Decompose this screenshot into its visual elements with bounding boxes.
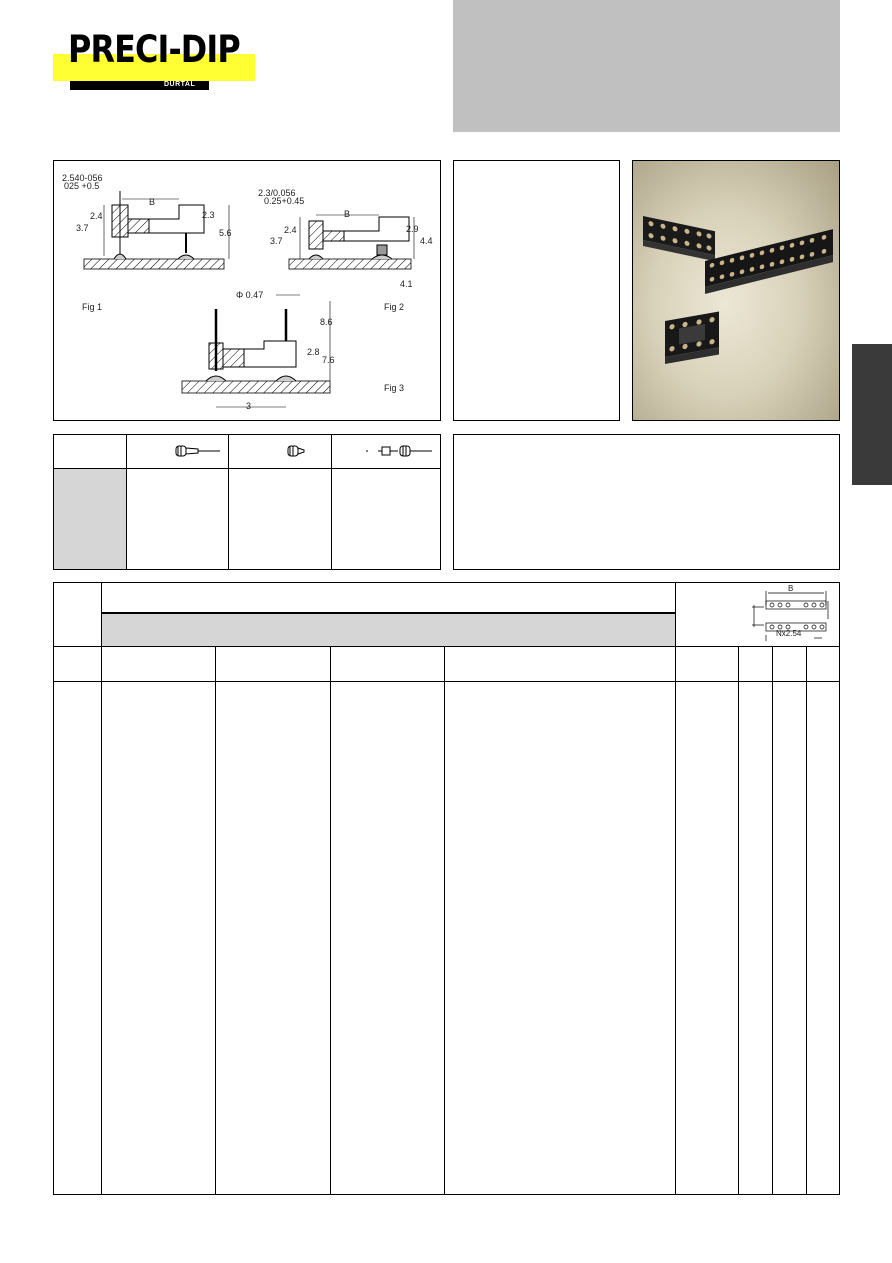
fig2-dim-h2: 3.7 bbox=[270, 236, 283, 246]
pin-type-table bbox=[53, 434, 441, 570]
header-title-panel bbox=[453, 0, 840, 132]
technical-drawing-panel bbox=[53, 160, 441, 421]
fig3-dim-w: 3 bbox=[246, 401, 252, 411]
fig1-dim-h2: 3.7 bbox=[76, 223, 89, 233]
fig1-dim-b: B bbox=[149, 197, 156, 207]
pin-double-icon bbox=[364, 443, 436, 459]
brand-subtitle: DURTAL bbox=[164, 81, 196, 88]
pin-long-icon bbox=[174, 443, 224, 459]
product-photo bbox=[632, 160, 840, 421]
section-side-tab bbox=[852, 344, 892, 485]
fig1-dim-h4: 5.6 bbox=[219, 228, 232, 238]
fig2-drawing bbox=[289, 215, 414, 269]
table-subheader-band bbox=[102, 613, 675, 646]
fig3-dim-h1: 8.6 bbox=[320, 317, 333, 327]
fig3-dim-h2: 2.8 bbox=[307, 347, 320, 357]
fig3-dim-h3: 7.6 bbox=[322, 355, 335, 365]
fig1-dim-diameter: 2.540-056 bbox=[62, 173, 103, 183]
fig2-dim-h4: 4.4 bbox=[420, 236, 433, 246]
part-number-table bbox=[53, 582, 840, 1195]
fig2-label: Fig 2 bbox=[384, 302, 405, 312]
fig2-dim-diameter: 2.3/0.056 bbox=[258, 188, 296, 198]
mini-drawing-dim-b: B bbox=[788, 584, 794, 593]
fig1-drawing bbox=[84, 191, 229, 269]
fig3-dim-diameter: Φ 0.47 bbox=[236, 290, 264, 300]
mini-drawing-dim-pitch: Nx2.54 bbox=[776, 629, 802, 638]
fig2-dim-w: 4.1 bbox=[400, 279, 413, 289]
fig1-dim-h1: 2.4 bbox=[90, 211, 103, 221]
fig3-label: Fig 3 bbox=[384, 383, 405, 393]
fig2-dim-h3: 2.9 bbox=[406, 224, 419, 234]
fig2-dim-h1: 2.4 bbox=[284, 225, 297, 235]
fig2-dim-b: B bbox=[344, 209, 351, 219]
pin-table-row-header bbox=[54, 469, 126, 569]
fig1-dim-h3: 2.3 bbox=[202, 210, 215, 220]
socket-photo-render bbox=[633, 161, 839, 420]
fig2-dim-diameter2: 0.25+0.45 bbox=[264, 196, 305, 206]
description-panel bbox=[453, 160, 620, 421]
fig1-dim-diameter2: 025 +0.5 bbox=[64, 181, 100, 191]
brand-logo: PRECI-DIP bbox=[68, 28, 240, 71]
notes-panel bbox=[453, 434, 840, 570]
fig1-label: Fig 1 bbox=[82, 302, 103, 312]
pin-short-icon bbox=[286, 443, 308, 459]
